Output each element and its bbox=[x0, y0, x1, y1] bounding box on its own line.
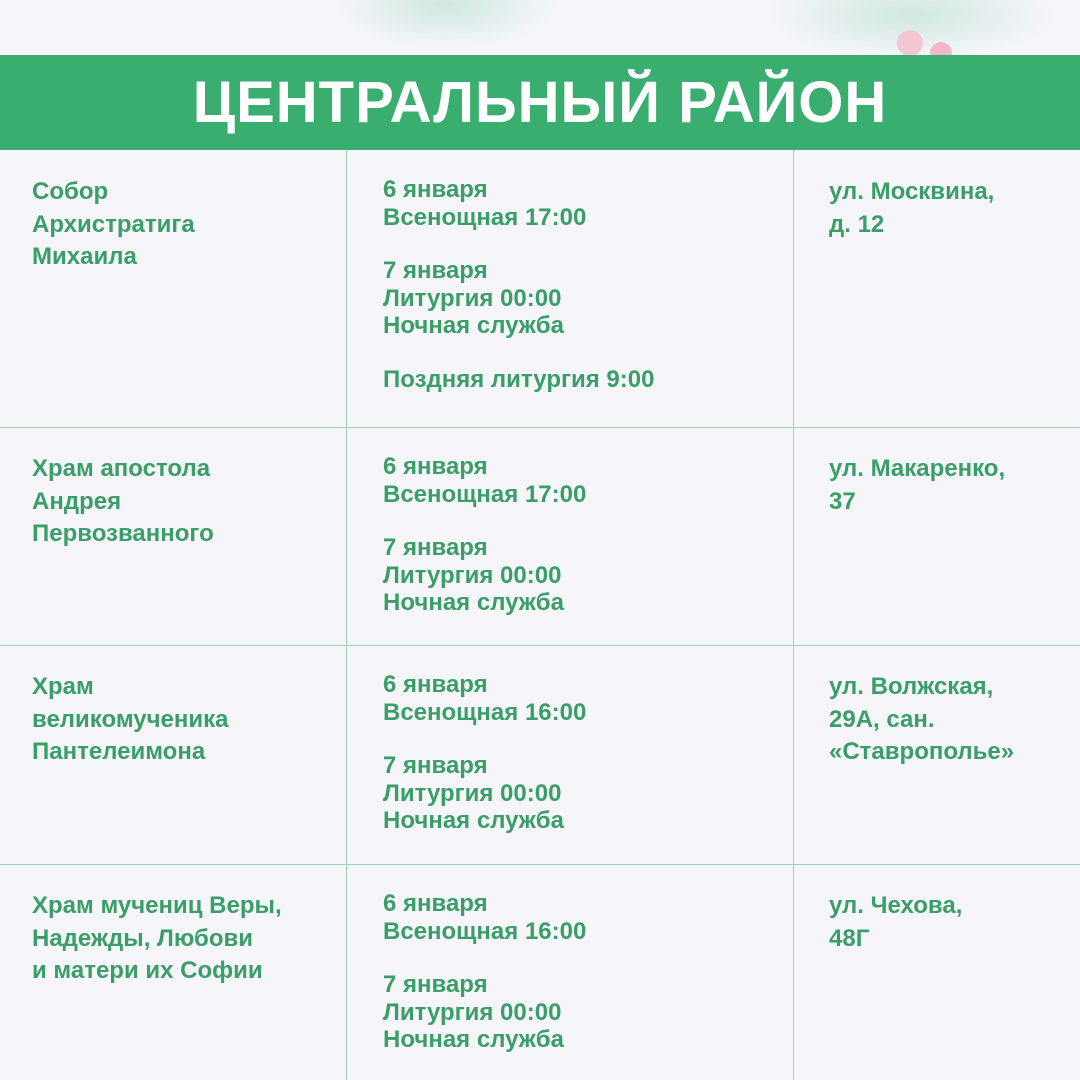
text-line: 29А, сан. bbox=[829, 705, 935, 733]
text-line: 7 января bbox=[383, 971, 488, 998]
schedule-group bbox=[383, 176, 783, 231]
text-line: 6 января bbox=[383, 176, 488, 203]
text-line: 7 января bbox=[383, 752, 488, 779]
text-line: 6 января bbox=[383, 453, 488, 480]
church-address bbox=[829, 671, 1069, 769]
service-schedule bbox=[383, 453, 783, 643]
column-divider bbox=[346, 150, 347, 1080]
table-row bbox=[0, 645, 1080, 865]
text-line: 48Г bbox=[829, 924, 870, 952]
church-name bbox=[32, 176, 342, 274]
header-banner bbox=[0, 55, 1080, 150]
text-line: 7 января bbox=[383, 534, 488, 561]
column-divider bbox=[793, 150, 794, 1080]
text-line: 37 bbox=[829, 487, 856, 515]
text-line: Всенощная 17:00 bbox=[383, 480, 587, 508]
church-name bbox=[32, 671, 342, 769]
text-line: Михаила bbox=[32, 243, 137, 270]
text-line: Всенощная 17:00 bbox=[383, 203, 587, 231]
schedule-group bbox=[383, 453, 783, 508]
church-address bbox=[829, 890, 1069, 955]
schedule-group bbox=[383, 752, 783, 835]
text-line: 6 января bbox=[383, 890, 488, 917]
text-line: ул. Москвина, bbox=[829, 178, 995, 205]
table-row bbox=[0, 150, 1080, 428]
text-line: д. 12 bbox=[829, 210, 885, 238]
text-line: Ночная служба bbox=[383, 589, 564, 616]
text-line: и матери их Софии bbox=[32, 957, 263, 984]
church-address bbox=[829, 176, 1069, 241]
church-name bbox=[32, 453, 342, 551]
text-line: Литургия 00:00 bbox=[383, 998, 562, 1026]
text-line: Литургия 00:00 bbox=[383, 284, 562, 312]
text-line: Пантелеимона bbox=[32, 738, 206, 765]
schedule-group bbox=[383, 671, 783, 726]
schedule-group bbox=[383, 366, 783, 394]
table-row bbox=[0, 864, 1080, 1080]
text-line: ул. Макаренко, bbox=[829, 455, 1006, 482]
schedule-table bbox=[0, 150, 1080, 1080]
text-line: Ночная служба bbox=[383, 312, 564, 339]
text-line: «Ставрополье» bbox=[829, 738, 1015, 765]
text-line: Ночная служба bbox=[383, 1026, 564, 1053]
text-line: ул. Чехова, bbox=[829, 892, 963, 919]
pine-decoration bbox=[330, 0, 560, 50]
text-line: Архистратига bbox=[32, 210, 195, 238]
service-schedule bbox=[383, 176, 783, 419]
church-name bbox=[32, 890, 342, 988]
text-line: Литургия 00:00 bbox=[383, 779, 562, 807]
page-title: ЦЕНТРАЛЬНЫЙ РАЙОН bbox=[192, 70, 888, 135]
text-line: Надежды, Любови bbox=[32, 924, 254, 952]
text-line: Собор bbox=[32, 178, 109, 205]
text-line: 6 января bbox=[383, 671, 488, 698]
text-line: великомученика bbox=[32, 705, 229, 733]
text-line: Ночная служба bbox=[383, 807, 564, 834]
table-row bbox=[0, 427, 1080, 646]
schedule-group bbox=[383, 257, 783, 340]
service-schedule bbox=[383, 671, 783, 861]
schedule-group bbox=[383, 890, 783, 945]
text-line: Андрея bbox=[32, 487, 122, 515]
text-line: Первозванного bbox=[32, 520, 214, 547]
service-schedule bbox=[383, 890, 783, 1080]
text-line: ул. Волжская, bbox=[829, 673, 994, 700]
berry-decoration bbox=[897, 30, 923, 56]
schedule-group bbox=[383, 971, 783, 1054]
schedule-group bbox=[383, 534, 783, 617]
text-line: Всенощная 16:00 bbox=[383, 917, 587, 945]
church-address bbox=[829, 453, 1069, 518]
text-line: Литургия 00:00 bbox=[383, 561, 562, 589]
text-line: 7 января bbox=[383, 257, 488, 284]
text-line: Поздняя литургия 9:00 bbox=[383, 365, 655, 393]
text-line: Храм bbox=[32, 673, 94, 700]
text-line: Всенощная 16:00 bbox=[383, 698, 587, 726]
text-line: Храм апостола bbox=[32, 455, 211, 482]
text-line: Храм мучениц Веры, bbox=[32, 892, 282, 919]
